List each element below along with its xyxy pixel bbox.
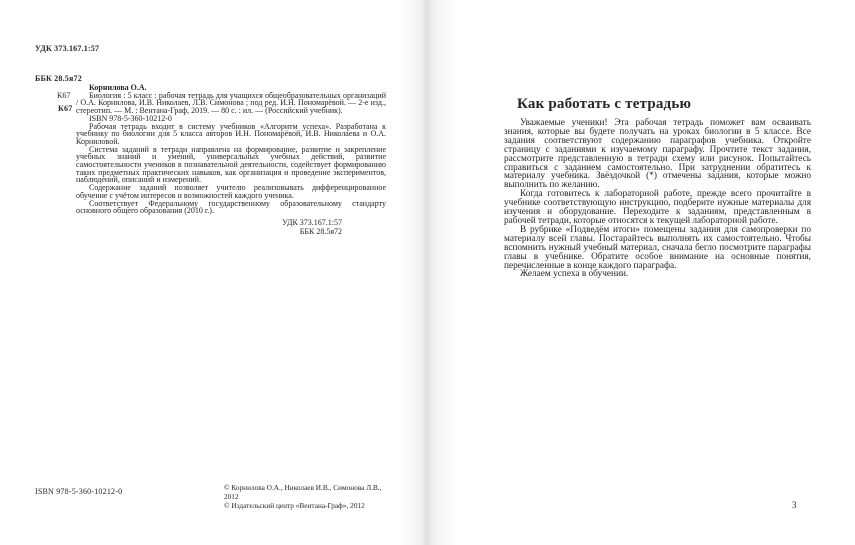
bibliographic-record-block — [57, 83, 386, 236]
copyright-block — [224, 483, 394, 510]
howto-text-block — [504, 119, 811, 279]
catalog-codes-right — [76, 219, 386, 236]
body-paragraph: В рубрике «Подведём итоги» помещены задания для самопроверки по материалу всей главы. Постарайтесь выполнять их самостоятельно. Чтобы вспомнить нужный учебный материал, сначала бегло посмотрите параграфы главы в учебнике. Обратите особое внимание на основные понятия, перечисленные в конце каждого параграфа. — [504, 224, 811, 271]
copyright-line: © Корнилова О.А., Николаев И.В., Симонова Л.В., 2012 — [224, 483, 382, 501]
footer-isbn: ISBN 978-5-360-10212-0 — [35, 487, 123, 496]
annotation-paragraph: Соответствует Федеральному государственному образовательному стандарту основного общего образования (2010 г.). — [76, 198, 386, 216]
body-paragraph: Когда готовитесь к лабораторной работе, прежде всего прочитайте в учебнике соответствующую инструкцию, подберите нужные материалы для изучения и оборудование. Переходите к заданиям, представленным в рабочей тетради, которые относятся к текущей лабораторной работе. — [504, 189, 811, 226]
body-paragraph: Желаем успеха в обучении. — [520, 269, 629, 280]
margin-entry-code: К67 — [57, 91, 71, 100]
isbn-line: ISBN 978-5-360-10212-0 — [89, 113, 172, 123]
udc-code-right: УДК 373.167.1:57 — [282, 217, 342, 227]
bbk-code: ББК 28.5я72 — [35, 74, 82, 83]
bibliographic-record: Биология : 5 класс : рабочая тетрадь для учащихся общеобразовательных организаций / О.А. Корнилова, И.В. Николаев, Л.В. Симонова ; под ред. И.Н. Пономарёвой. — 2-е изд., стереотип. — М. : Вентана-Граф, 2019. — 80 с. : ил. — (Российский учебник). — [76, 90, 386, 116]
page-title: Как работать с тетрадью — [517, 96, 692, 112]
page-gutter-shadow — [398, 0, 458, 545]
page-number: 3 — [792, 500, 797, 510]
annotation-paragraph: Содержание заданий позволяет учителю реализовывать дифференцированное обучение с учётом интересов и возможностей каждого ученика. — [76, 183, 386, 200]
annotation-paragraph: Рабочая тетрадь входит в систему учебников «Алгоритм успеха». Разработана к учебнику по биологии для 5 класса авторов И.Н. Пономарёвой, И.В. Николаева и О.А. Корниловой. — [76, 121, 386, 146]
copyright-line: © Издательский центр «Вентана-Граф», 2012 — [224, 501, 365, 510]
udc-code: УДК 373.167.1:57 — [35, 44, 100, 53]
body-paragraph: Уважаемые ученики! Эта рабочая тетрадь поможет вам осваивать знания, которые вы будете получать на уроках биологии в 5 классе. Все задания соответствуют содержанию параграфов учебника. Откройте страницу с заданиями к изучаемому параграфу. Прочтите текст задания, рассмотрите представленную в тетради схему или рисунок. Попытайтесь справиться с заданием самостоятельно. При затруднении обратитесь к материалу учебника. Звёздочкой (*) отмечены задания, которые можно выполнить по желанию. — [504, 118, 811, 191]
book-code: К67 — [58, 104, 73, 113]
bbk-code-right: ББК 28.5я72 — [299, 226, 342, 236]
annotation-paragraph: Система заданий в тетради направлена на формирование, развитие и закрепление учебных знаний и умений, универсальных учебных действий, развитие самостоятельности учеников в познавательной деятельности, содействует формированию таких предметных практических навыков, как организация и проведение экспериментов, наблюдений, описаний и измерений. — [76, 144, 386, 185]
author-line: Корнилова О.А. — [89, 83, 147, 92]
